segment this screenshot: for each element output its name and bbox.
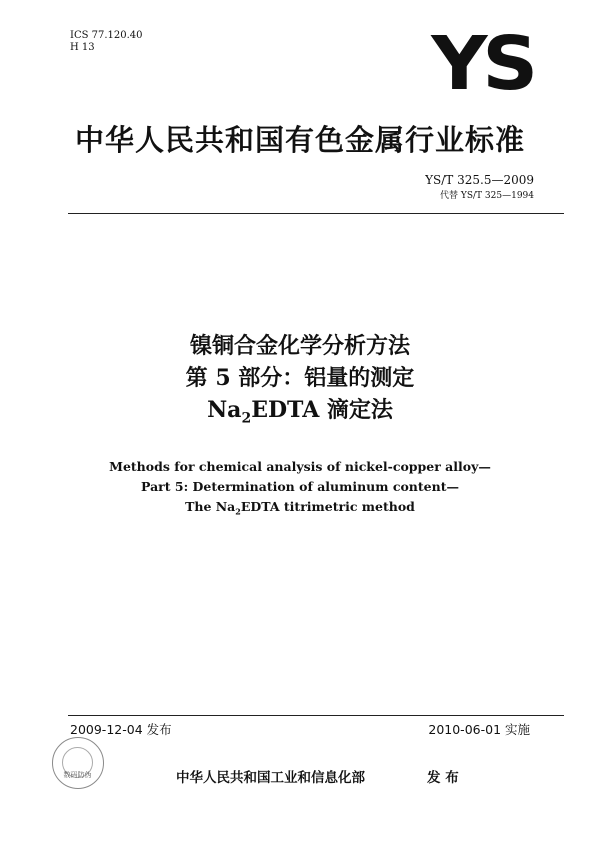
ys-logo: YS [431,21,533,107]
classification-codes [70,30,143,54]
english-title-prefix: The Na [185,499,236,514]
standard-title: 中华人民共和国有色金属行业标准 [74,123,525,157]
issue-date: 2009-12-04 发布 [70,722,172,737]
chinese-title-line1: 镍铜合金化学分析方法 [189,333,410,359]
chinese-title-subscript: 2 [241,410,252,427]
publish-label: 发 布 [427,770,459,786]
english-title-subscript: 2 [235,506,241,517]
ics-code: ICS 77.120.40 [70,30,143,41]
implementation-date: 2010-06-01 实施 [428,722,530,737]
bottom-divider [68,715,564,716]
english-title-line2: Part 5: Determination of aluminum content— [141,479,459,494]
top-divider [68,213,564,214]
english-title [0,457,600,522]
replaces-note: 代替 YS/T 325—1994 [440,191,534,201]
publisher: 中华人民共和国工业和信息化部 [176,770,365,786]
chinese-title-line2: 第 5 部分：铝量的测定 [185,365,415,391]
ccs-code: H 13 [70,42,95,53]
english-title-line1: Methods for chemical analysis of nickel-copper alloy— [109,459,491,474]
chinese-title-line3 [0,394,600,434]
standard-number: YS/T 325.5—2009 [425,173,534,187]
english-title-line3 [0,497,600,522]
anti-counterfeit-seal [52,737,104,789]
seal-label: 数码防伪 [63,771,92,779]
chinese-title-na: Na [207,397,242,423]
english-title-suffix: EDTA titrimetric method [240,499,415,514]
chinese-title [0,330,600,434]
chinese-title-method: EDTA 滴定法 [251,397,393,423]
